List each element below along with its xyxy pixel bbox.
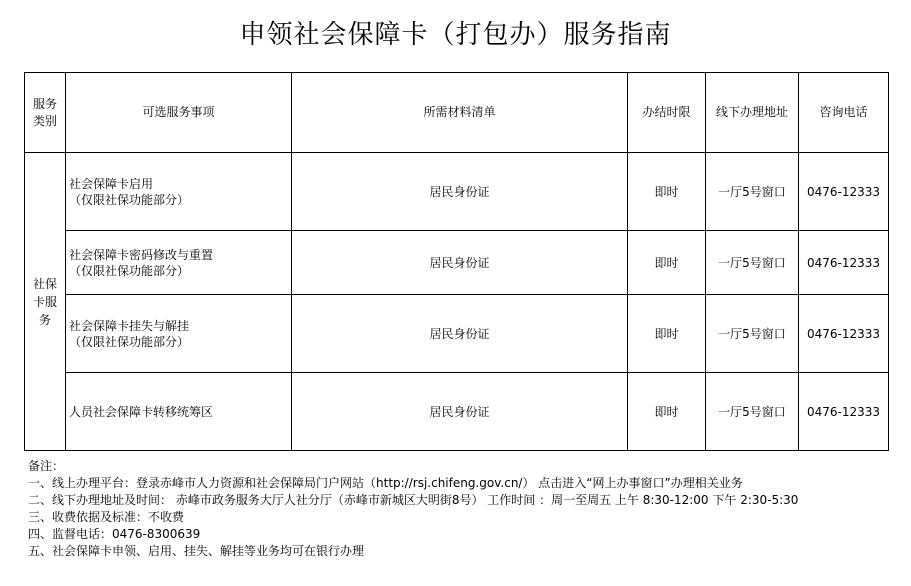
note-online-platform: 一、线上办理平台：登录赤峰市人力资源和社会保障局门户网站（http://rsj.chifeng.gov.cn/） 点击进入“网上办事窗口”办理相关业务: [28, 476, 743, 490]
item-cell: 社会保障卡挂失与解挂 （仅限社保功能部分）: [66, 295, 292, 373]
note-offline-address: 二、线下办理地址及时间： 赤峰市政务服务大厅人社分厅（赤峰市新城区大明街8号） 工作时间 ：周一至周五 上午 8:30-12:00 下午 2:30-5:30: [28, 493, 799, 507]
header-item: 可选服务事项: [66, 73, 292, 153]
note-bank-service: 五、社会保障卡申领、启用、挂失、解挂等业务均可在银行办理: [28, 544, 365, 558]
header-time-limit: 办结时限: [628, 73, 706, 153]
table-row: [25, 153, 889, 231]
materials-cell: 居民身份证: [292, 231, 628, 295]
notes-section: [28, 458, 888, 560]
header-materials: 所需材料清单: [292, 73, 628, 153]
table-row: [25, 295, 889, 373]
page-title: 申领社会保障卡（打包办）服务指南: [239, 20, 672, 50]
header-address: 线下办理地址: [706, 73, 799, 153]
table-header-row: [25, 73, 889, 153]
materials-cell: 居民身份证: [292, 373, 628, 451]
header-phone: 咨询电话: [799, 73, 889, 153]
service-guide-table: [24, 72, 889, 451]
phone-cell: 0476-12333: [799, 295, 889, 373]
materials-cell: 居民身份证: [292, 153, 628, 231]
phone-cell: 0476-12333: [799, 153, 889, 231]
header-category: 服务 类别: [25, 73, 66, 153]
phone-cell: 0476-12333: [799, 231, 889, 295]
note-fees: 三、收费依据及标准：不收费: [28, 510, 185, 524]
address-cell: 一厅5号窗口: [706, 295, 799, 373]
table-row: [25, 231, 889, 295]
note-supervision-phone: 四、监督电话：0476-8300639: [28, 527, 201, 541]
materials-cell: 居民身份证: [292, 295, 628, 373]
time-limit-cell: 即时: [628, 373, 706, 451]
table-row: [25, 373, 889, 451]
address-cell: 一厅5号窗口: [706, 153, 799, 231]
notes-heading: 备注：: [28, 459, 65, 473]
phone-cell: 0476-12333: [799, 373, 889, 451]
item-cell: 人员社会保障卡转移统筹区: [66, 373, 292, 451]
item-cell: 社会保障卡密码修改与重置 （仅限社保功能部分）: [66, 231, 292, 295]
address-cell: 一厅5号窗口: [706, 231, 799, 295]
category-cell: 社保 卡服 务: [25, 153, 66, 451]
time-limit-cell: 即时: [628, 295, 706, 373]
item-cell: 社会保障卡启用 （仅限社保功能部分）: [66, 153, 292, 231]
time-limit-cell: 即时: [628, 153, 706, 231]
address-cell: 一厅5号窗口: [706, 373, 799, 451]
time-limit-cell: 即时: [628, 231, 706, 295]
